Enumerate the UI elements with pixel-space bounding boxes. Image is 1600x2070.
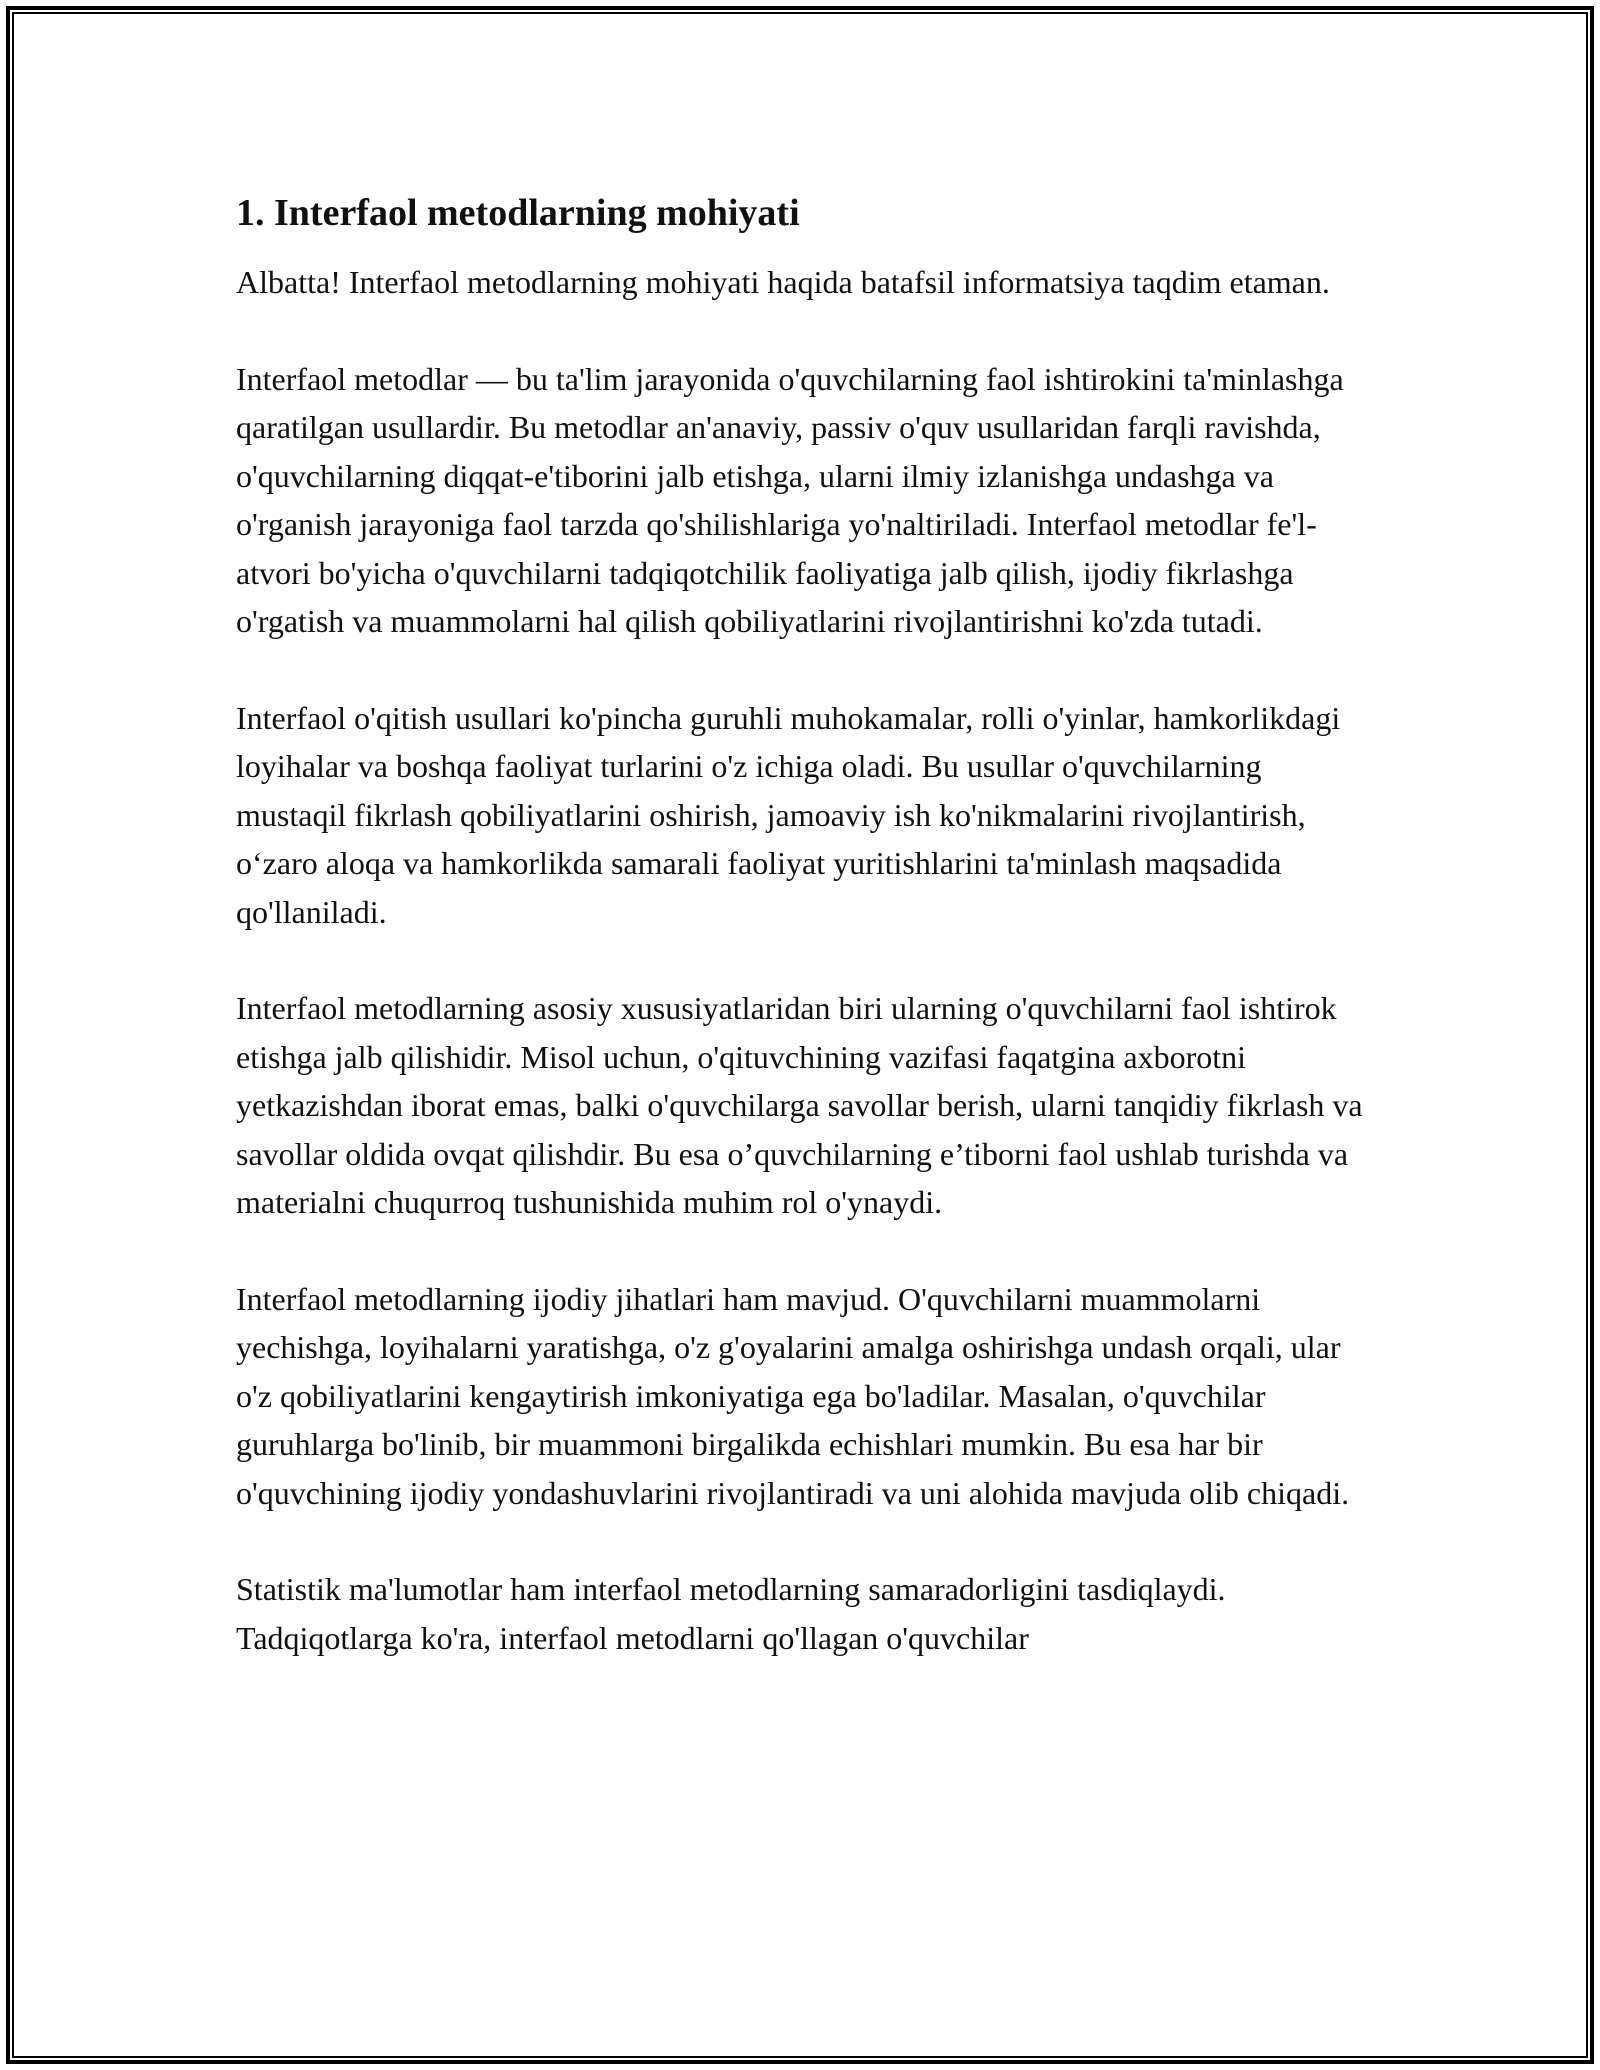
- paragraph-methods: Interfaol o'qitish usullari ko'pincha guruhli muhokamalar, rolli o'yinlar, hamkorlikdagi loyihalar va boshqa faoliyat turlarini o'z ichiga oladi. Bu usullar o'quvchilarning mustaqil fikrlash qobiliyatlarini oshirish, jamoaviy ish ko'nikmalarini rivojlantirish, o‘zaro aloqa va hamkorlikda samarali faoliyat yuritishlarini ta'minlash maqsadida qo'llaniladi.: [236, 699, 1341, 930]
- paragraph-creative: Interfaol metodlarning ijodiy jihatlari ham mavjud. O'quvchilarni muammolarni yechishga, loyihalarni yaratishga, o'z g'oyalarini amalga oshirishga undash orqali, ular o'z qobiliyatlarini kengaytirish imkoniyatiga ega bo'ladilar. Masalan, o'quvchilar guruhlarga bo'linib, bir muammoni birgalikda echishlari mumkin. Bu esa har bir o'quvchining ijodiy yondashuvlarini rivojlantiradi va uni alohida mavjuda olib chiqadi.: [236, 1280, 1350, 1511]
- document-body: [236, 186, 1376, 1710]
- paragraph-definition: Interfaol metodlar — bu ta'lim jarayonida o'quvchilarning faol ishtirokini ta'minlashga qaratilgan usullardir. Bu metodlar an'anaviy, passiv o'quv usullaridan farqli ravishda, o'quvchilarning diqqat-e'tiborini jalb etishga, ularni ilmiy izlanishga undashga va o'rganish jarayoniga faol tarzda qo'shilishlariga yo'naltiriladi. Interfaol metodlar fe'l-atvori bo'yicha o'quvchilarni tadqiqotchilik faoliyatiga jalb qilish, ijodiy fikrlashga o'rgatish va muammolarni hal qilish qobiliyatlarini rivojlantirishni ko'zda tutadi.: [236, 360, 1344, 639]
- paragraph-statistics: Statistik ma'lumotlar ham interfaol metodlarning samaradorligini tasdiqlaydi. Tadqiqotlarga ko'ra, interfaol metodlarni qo'llagan o'quvchilar: [236, 1571, 1226, 1656]
- page-title: 1. Interfaol metodlarning mohiyati: [236, 192, 800, 234]
- paragraph-features: Interfaol metodlarning asosiy xususiyatlaridan biri ularning o'quvchilarni faol ishtirok etishga jalb qilishidir. Misol uchun, o'qituvchining vazifasi faqatgina axborotni yetkazishdan iborat emas, balki o'quvchilarga savollar berish, ularni tanqidiy fikrlash va savollar oldida ovqat qilishdir. Bu esa o’quvchilarning e’tiborni faol ushlab turishda va materialni chuqurroq tushunishida muhim rol o'ynaydi.: [236, 990, 1363, 1220]
- paragraph-intro: Albatta! Interfaol metodlarning mohiyati haqida batafsil informatsiya taqdim etaman.: [236, 264, 1330, 300]
